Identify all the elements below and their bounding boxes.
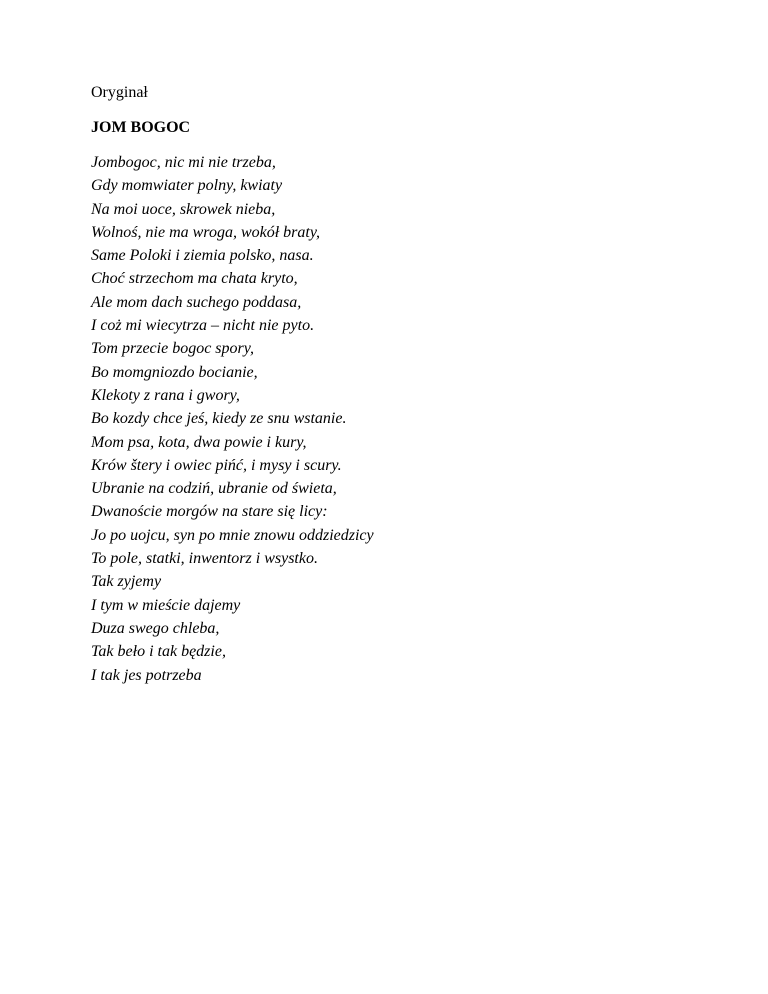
poem-line: I tym w mieście dajemy xyxy=(91,596,241,614)
poem-line: Bo momgniozdo bocianie, xyxy=(91,363,258,381)
original-label: Oryginał xyxy=(91,84,148,101)
poem-line: Tak beło i tak będzie, xyxy=(91,643,226,661)
poem-body xyxy=(91,151,711,687)
poem-line: Tak zyjemy xyxy=(91,573,162,591)
poem-line: Ale mom dach suchego poddasa, xyxy=(91,293,302,311)
poem-line: Same Poloki i ziemia polsko, nasa. xyxy=(91,247,314,265)
poem-line: Na moi uoce, skrowek nieba, xyxy=(91,200,276,218)
poem-line: Ubranie na codziń, ubranie od świeta, xyxy=(91,480,337,498)
poem-line: Dwanoście morgów na stare się licy: xyxy=(91,503,328,521)
poem-title: JOM BOGOC xyxy=(91,119,191,136)
poem-line: I tak jes potrzeba xyxy=(91,666,202,684)
poem-line: To pole, statki, inwentorz i wsystko. xyxy=(91,550,318,568)
poem-line: Gdy momwiater polny, kwiaty xyxy=(91,177,283,195)
poem-line: Duza swego chleba, xyxy=(91,619,220,637)
document-content xyxy=(91,81,711,687)
poem-line: I coż mi wiecytrza – nicht nie pyto. xyxy=(91,317,315,335)
poem-line: Tom przecie bogoc spory, xyxy=(91,340,254,358)
poem-line: Jombogoc, nic mi nie trzeba, xyxy=(91,154,276,171)
poem-line: Wolnoś, nie ma wroga, wokół braty, xyxy=(91,223,321,241)
poem-line: Klekoty z rana i gwory, xyxy=(91,386,240,404)
poem-line: Choć strzechom ma chata kryto, xyxy=(91,270,298,288)
poem-line: Bo kozdy chce jeś, kiedy ze snu wstanie. xyxy=(91,410,347,428)
poem-line: Mom psa, kota, dwa powie i kury, xyxy=(91,433,307,451)
poem-line: Krów štery i owiec pińć, i mysy i scury. xyxy=(91,456,342,474)
poem-line: Jo po uojcu, syn po mnie znowu oddziedzicy xyxy=(91,526,374,544)
